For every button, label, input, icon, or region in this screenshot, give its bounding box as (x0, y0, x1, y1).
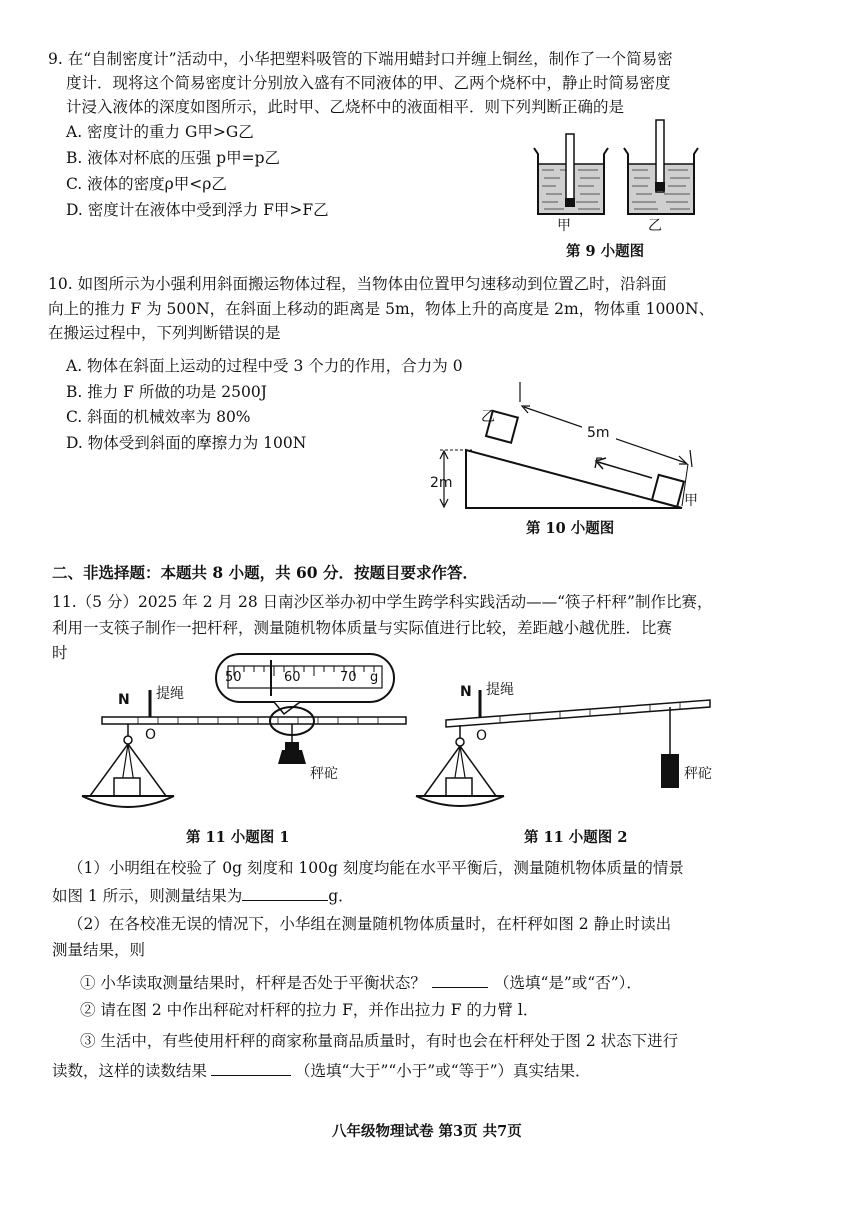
q10-stem-line3: 在搬运过程中，下列判断错误的是 (48, 324, 281, 342)
q11-fig2-n-label: N (460, 684, 472, 700)
q10-option-a: A. 物体在斜面上运动的过程中受 3 个力的作用，合力为 0 (66, 357, 463, 375)
q11-fig2-weight-label: 秤砣 (684, 766, 712, 782)
q9-option-b: B. 液体对杯底的压强 p甲=p乙 (66, 149, 281, 167)
q11-sub3-hint: （选填“大于”“小于”或“等于”）真实结果． (295, 1062, 591, 1080)
q10-label-yi: 乙 (481, 409, 495, 425)
q11-fig2-caption: 第 11 小题图 2 (524, 829, 628, 846)
q11-part1-line2 (52, 882, 354, 908)
q11-part2-line1: （2）在各校准无误的情况下，小华组在测量随机物体质量时，在杆秤如图 2 静止时读出 (68, 915, 672, 933)
q11-fig2-o-label: O (476, 728, 488, 744)
q11-sub2: ② 请在图 2 中作出秤砣对杆秤的拉力 F，并作出拉力 F 的力臂 l． (80, 1001, 539, 1019)
q11-sub1-prompt: ① 小华读取测量结果时，杆秤是否处于平衡状态？ (80, 974, 426, 992)
q11-figure-1 (78, 650, 418, 820)
q10-option-b: B. 推力 F 所做的功是 2500J (66, 383, 267, 401)
q10-option-d: D. 物体受到斜面的摩擦力为 100N (66, 434, 307, 452)
q11-fig1-rope-label: 提绳 (156, 686, 184, 702)
q11-fig1-scale-unit: g (370, 670, 379, 685)
q11-stem-line3: 时 (52, 644, 68, 662)
q11-sub3-prompt: 读数，这样的读数结果 (52, 1062, 208, 1080)
q9-caption: 第 9 小题图 (566, 243, 645, 260)
q11-fig2-rope-label: 提绳 (486, 682, 514, 698)
q11-sub3-line1: ③ 生活中，有些使用杆秤的商家称量商品质量时，有时也会在杆秤处于图 2 状态下进行 (80, 1032, 679, 1050)
q11-stem-line1: 11.（5 分）2025 年 2 月 28 日南沙区举办初中学生跨学科实践活动——“筷子杆秤”制作比赛， (52, 593, 713, 611)
q9-stem-line2: 度计．现将这个简易密度计分别放入盛有不同液体的甲、乙两个烧杯中，静止时简易密度 (66, 74, 671, 92)
q11-sub1-hint: （选填“是”或“否”）． (493, 974, 642, 992)
q10-caption: 第 10 小题图 (526, 520, 615, 537)
q10-length-label: 5m (587, 425, 610, 441)
q10-height-label: 2m (430, 475, 453, 491)
q9-stem-line1: 9. 在“自制密度计”活动中，小华把塑料吸管的下端用蜡封口并缠上铜丝，制作了一个简易密 (48, 50, 673, 68)
q10-incline-figure (420, 380, 710, 515)
q11-part2-line2: 测量结果，则 (52, 941, 146, 959)
beaker-yi (624, 120, 698, 214)
q9-label-jia: 甲 (557, 218, 571, 234)
beaker-jia (534, 134, 608, 214)
q11-part1-line1: （1）小明组在校验了 0g 刻度和 100g 刻度均能在水平平衡后，测量随机物体质量的情景 (68, 859, 684, 877)
q9-label-yi: 乙 (648, 218, 662, 234)
q9-stem-line3: 计浸入液体的深度如图所示，此时甲、乙烧杯中的液面相平．则下列判断正确的是 (66, 98, 625, 116)
q11-fig1-o-label: O (145, 727, 157, 743)
q11-fig1-scale-60: 60 (284, 670, 301, 685)
q11-answer-blank-3[interactable] (211, 1057, 291, 1076)
q11-answer-blank-2[interactable] (432, 969, 488, 988)
q11-fig1-scale-70: 70 (340, 670, 357, 685)
q11-part1-prompt: 如图 1 所示，则测量结果为 (52, 887, 243, 905)
q11-fig1-weight-label: 秤砣 (310, 766, 338, 782)
q11-fig1-n-label: N (118, 692, 130, 708)
q10-option-c: C. 斜面的机械效率为 80% (66, 408, 251, 426)
q11-fig1-caption: 第 11 小题图 1 (186, 829, 290, 846)
q10-stem-line2: 向上的推力 F 为 500N，在斜面上移动的距离是 5m，物体上升的高度是 2m，物体重 1000N、 (48, 300, 715, 318)
q9-option-c: C. 液体的密度ρ甲<ρ乙 (66, 175, 227, 193)
q9-option-a: A. 密度计的重力 G甲>G乙 (66, 123, 254, 141)
q10-stem-line1: 10. 如图所示为小强利用斜面搬运物体过程，当物体由位置甲匀速移动到位置乙时，沿斜面 (48, 275, 667, 293)
q10-label-jia: 甲 (684, 493, 698, 509)
q11-fig1-scale-50: 50 (225, 670, 242, 685)
q11-part1-unit: g． (328, 887, 354, 905)
q10-force-label: F (594, 456, 603, 472)
q11-stem-line2: 利用一支筷子制作一把杆秤，测量随机物体质量与实际值进行比较，差距越小越优胜．比赛 (52, 619, 673, 637)
q11-sub3-line2 (52, 1057, 591, 1083)
q9-option-d: D. 密度计在液体中受到浮力 F甲>F乙 (66, 201, 329, 219)
q11-sub1 (80, 969, 642, 995)
page-footer: 八年级物理试卷 第3页 共7页 (332, 1123, 522, 1140)
section2-heading: 二、非选择题：本题共 8 小题，共 60 分．按题目要求作答． (52, 563, 478, 582)
q11-answer-blank-1[interactable] (242, 882, 328, 901)
